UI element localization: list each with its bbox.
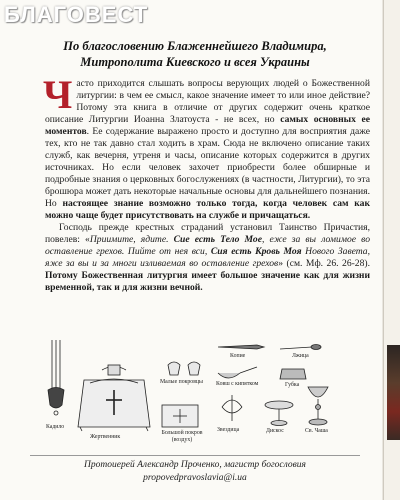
right-page-edge — [383, 0, 400, 500]
label-censer: Кадило — [46, 424, 65, 430]
paragraph-1: Часто приходится слышать вопросы верующих людей о Божественной литургии: в чем ее смысл, какое значение имеет то или иное действие? Потому эта книга в отличие от других содержит очень краткое описание Литургии Иоанна Златоуста - не всех, но самых основных ее моментов. Ее содержание выражено просто и доступно для восприятия даже тех, кто не так давно стал ходить в храм. Сюда не включено описание таких служб, как вечерня, утреня и часы, описание которых содержится в других источниках. Но если человек захочет приобрести более обширные и подробные знания о церковных богослужениях (в частности, Литургии), то эта брошюра может дать некоторые начальные основы для дальнейшего познания. Но настоящее знание возможно только тогда, когда человек сам как можно чаще будет присутствовать на службе и причащаться. — [43, 72, 370, 221]
body-text — [43, 72, 371, 294]
heading-line-2: Митрополита Киевского и всея Украины — [80, 55, 310, 69]
label-altar-table: Жертвенник — [90, 434, 121, 440]
drop-cap: Ч — [43, 72, 73, 117]
divider — [30, 455, 360, 456]
photo-fragment — [387, 345, 400, 440]
author-email: propovedpravoslavia@i.ua — [143, 473, 247, 483]
label-chalice: Св. Чаша — [305, 428, 328, 434]
ladle-icon — [218, 367, 257, 378]
heading-line-1: По благословению Блаженнейшего Владимира, — [63, 39, 327, 53]
altar-table-icon — [78, 365, 150, 431]
author-signature: Протоиерей Александр Проченко, магистр богословия — [84, 460, 306, 470]
watermark: БЛАГОВЕСТ — [4, 2, 149, 27]
censer-icon — [48, 340, 64, 415]
label-asterisk: Звездица — [217, 427, 240, 433]
liturgical-items-illustration — [42, 335, 372, 445]
label-small-veils: Малые покровцы — [160, 379, 203, 385]
label-paten: Дискос — [266, 428, 284, 434]
label-ladle: Ковш с кипятком — [216, 381, 259, 387]
asterisk-icon — [222, 395, 242, 421]
sponge-icon — [280, 369, 306, 379]
small-veils-icon — [168, 362, 200, 375]
paragraph-2: Господь прежде крестных страданий установил Таинство Причастия, повелев: «Приимите, ядите. Сие есть Тело Мое, еже за вы ломимое во оставление грехов. Пийте от нея вси, Сия есть Кровь Моя Нового Завета, яже за вы и за многи изливаемая во оставление грехов» (см. Мф. 26. 26-28). Потому Божественная литургия имеет большое значение как для жизни временной, так и для жизни вечной. — [45, 222, 371, 293]
paten-icon — [265, 401, 293, 426]
spoon-icon — [280, 345, 321, 350]
chalice-icon — [308, 387, 328, 425]
label-sponge: Губка — [285, 382, 300, 388]
label-spoon: Лжица — [292, 353, 309, 359]
large-veil-icon — [162, 405, 198, 427]
label-spear: Копие — [230, 353, 246, 359]
spear-icon — [218, 345, 264, 349]
label-large-veil: Большой покров (воздух) — [161, 430, 203, 443]
page-heading — [30, 38, 360, 70]
